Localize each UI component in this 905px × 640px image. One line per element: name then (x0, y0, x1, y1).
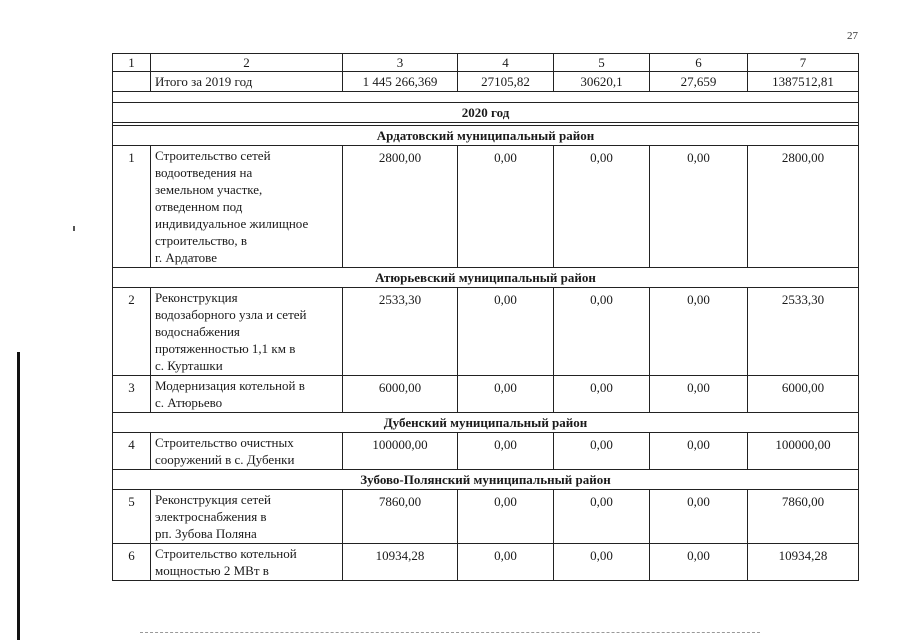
spacer-row (113, 92, 859, 103)
header-cell: 3 (343, 54, 458, 72)
investment-table (112, 53, 859, 581)
district-heading-row (113, 413, 859, 433)
value-cell: 0,00 (554, 544, 650, 581)
scan-footer-artifact (140, 632, 760, 635)
value-cell: 0,00 (554, 146, 650, 268)
header-cell: 5 (554, 54, 650, 72)
value-cell: 2800,00 (343, 146, 458, 268)
header-cell: 6 (650, 54, 748, 72)
description-line: мощностью 2 МВт в (155, 563, 269, 578)
value-cell: 0,00 (458, 376, 554, 413)
scan-speck (73, 226, 75, 231)
value-cell: 0,00 (554, 376, 650, 413)
description-line: электроснабжения в (155, 509, 267, 524)
value-cell: 0,00 (458, 288, 554, 376)
scan-edge-artifact (17, 352, 20, 640)
header-cell: 7 (748, 54, 859, 72)
value-cell: 6000,00 (748, 376, 859, 413)
table-row (113, 376, 859, 413)
description-line: отведенном под (155, 199, 243, 214)
header-cell: 2 (151, 54, 343, 72)
value-cell: 10934,28 (343, 544, 458, 581)
district-heading: Атюрьевский муниципальный район (113, 268, 859, 288)
value-cell: 2800,00 (748, 146, 859, 268)
row-description (151, 288, 343, 376)
page-number: 27 (847, 30, 858, 42)
district-heading-row (113, 268, 859, 288)
description-line: Строительство сетей (155, 148, 271, 163)
description-line: водозаборного узла и сетей (155, 307, 307, 322)
value-cell: 7860,00 (748, 490, 859, 544)
district-heading-row (113, 470, 859, 490)
district-heading: Зубово-Полянский муниципальный район (113, 470, 859, 490)
value-cell: 2533,30 (748, 288, 859, 376)
description-line: с. Курташки (155, 358, 223, 373)
value-cell: 2533,30 (343, 288, 458, 376)
value-cell: 0,00 (554, 433, 650, 470)
table-row (113, 146, 859, 268)
description-line: Реконструкция (155, 290, 238, 305)
district-heading: Дубенский муниципальный район (113, 413, 859, 433)
description-line: строительство, в (155, 233, 248, 248)
total-value: 30620,1 (554, 72, 650, 92)
description-line: Строительство котельной (155, 546, 297, 561)
total-value: 1387512,81 (748, 72, 859, 92)
description-line: г. Ардатове (155, 250, 217, 265)
value-cell: 100000,00 (748, 433, 859, 470)
value-cell: 100000,00 (343, 433, 458, 470)
description-line: индивидуальное жилищное (155, 216, 309, 231)
table-row (113, 490, 859, 544)
row-number: 4 (113, 433, 151, 470)
description-line: протяженностью 1,1 км в (155, 341, 296, 356)
description-line: с. Атюрьево (155, 395, 223, 410)
row-number: 1 (113, 146, 151, 268)
year-heading: 2020 год (113, 103, 859, 123)
row-number: 3 (113, 376, 151, 413)
district-heading-row (113, 126, 859, 146)
description-line: Строительство очистных (155, 435, 294, 450)
table-row (113, 288, 859, 376)
value-cell: 0,00 (458, 433, 554, 470)
row-description (151, 146, 343, 268)
row-number: 6 (113, 544, 151, 581)
description-line: водоснабжения (155, 324, 240, 339)
value-cell: 0,00 (554, 288, 650, 376)
value-cell: 0,00 (650, 146, 748, 268)
description-line: Реконструкция сетей (155, 492, 271, 507)
value-cell: 10934,28 (748, 544, 859, 581)
total-value: 27,659 (650, 72, 748, 92)
value-cell: 0,00 (650, 376, 748, 413)
year-heading-row (113, 103, 859, 123)
row-description (151, 544, 343, 581)
header-cell: 4 (458, 54, 554, 72)
value-cell: 0,00 (650, 544, 748, 581)
value-cell: 0,00 (650, 288, 748, 376)
row-description (151, 376, 343, 413)
description-line: Модернизация котельной в (155, 378, 305, 393)
row-number: 2 (113, 288, 151, 376)
value-cell: 0,00 (650, 433, 748, 470)
description-line: рп. Зубова Поляна (155, 526, 257, 541)
total-value: 27105,82 (458, 72, 554, 92)
total-row (113, 72, 859, 92)
table-row (113, 433, 859, 470)
description-line: земельном участке, (155, 182, 263, 197)
column-number-row (113, 54, 859, 72)
table-row (113, 544, 859, 581)
value-cell: 6000,00 (343, 376, 458, 413)
value-cell: 7860,00 (343, 490, 458, 544)
description-line: сооружений в с. Дубенки (155, 452, 295, 467)
total-label: Итого за 2019 год (151, 72, 343, 92)
value-cell: 0,00 (458, 544, 554, 581)
row-description (151, 433, 343, 470)
value-cell: 0,00 (458, 146, 554, 268)
value-cell: 0,00 (458, 490, 554, 544)
total-value: 1 445 266,369 (343, 72, 458, 92)
row-number: 5 (113, 490, 151, 544)
value-cell: 0,00 (554, 490, 650, 544)
district-heading: Ардатовский муниципальный район (113, 126, 859, 146)
value-cell: 0,00 (650, 490, 748, 544)
description-line: водоотведения на (155, 165, 253, 180)
row-description (151, 490, 343, 544)
header-cell: 1 (113, 54, 151, 72)
